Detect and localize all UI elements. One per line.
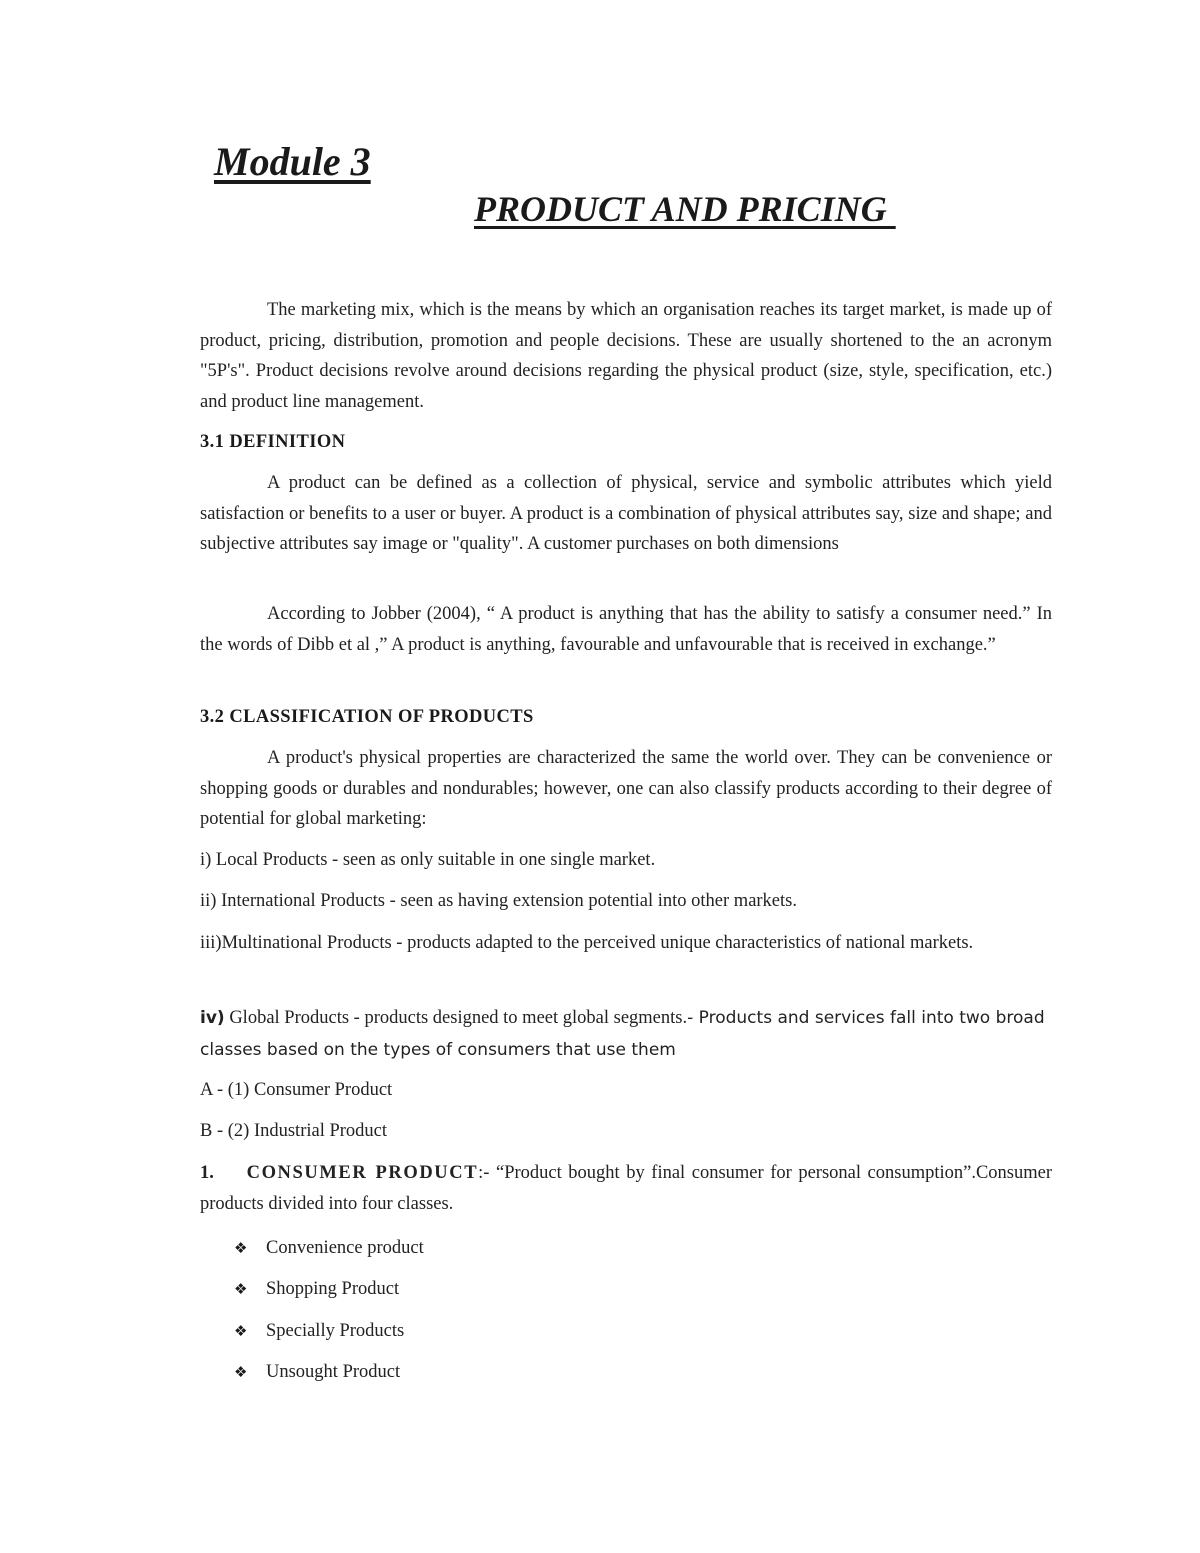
list-item-label: Convenience product	[266, 1238, 424, 1258]
consumer-product-term: CONSUMER PRODUCT	[246, 1163, 479, 1183]
definition-paragraph: A product can be defined as a collection of physical, service and symbolic attributes which yield satisfaction or benefits to a user or buyer. A product is a combination of physical attributes say, size and shape; and subjective attributes say image or "quality". A customer purchases on both dimensions	[200, 473, 1052, 554]
diamond-bullet-icon: ❖	[234, 1321, 248, 1340]
consumer-product-definition	[200, 1158, 1052, 1219]
list-item-multinational-products: iii)Multinational Products - products adapted to the perceived unique characteristics of national markets.	[200, 933, 974, 953]
list-item	[234, 1228, 424, 1269]
list-item-local-products: i) Local Products - seen as only suitable in one single market.	[200, 850, 656, 870]
consumer-product-class-list	[234, 1228, 424, 1393]
section-heading-definition: 3.1 DEFINITION	[200, 432, 346, 452]
diamond-bullet-icon: ❖	[234, 1362, 248, 1381]
intro-paragraph: The marketing mix, which is the means by which an organisation reaches its target market, is made up of product, pricing, distribution, promotion and people decisions. These are usually shortened to the an acronym "5P's". Product decisions revolve around decisions regarding the physical product (size, style, specification, etc.) and product line management.	[200, 300, 1052, 412]
classification-paragraph: A product's physical properties are characterized the same the world over. They can be convenience or shopping goods or durables and nondurables; however, one can also classify products according to their degree of potential for global marketing:	[200, 748, 1052, 829]
list-item-label: Unsought Product	[266, 1361, 401, 1382]
diamond-bullet-icon: ❖	[234, 1239, 248, 1257]
consumer-product-definition-text: :- “Product bought by final consumer for personal consumption”.Consumer products divided into four classes.	[200, 1163, 1053, 1214]
list-item-label: Shopping Product	[266, 1279, 400, 1300]
list-item-international-products: ii) International Products - seen as having extension potential into other markets.	[200, 891, 797, 911]
consumer-product-number: 1.	[200, 1163, 214, 1183]
list-item-label: Specially Products	[266, 1320, 405, 1341]
class-industrial-product: B - (2) Industrial Product	[200, 1121, 388, 1141]
jobber-quote-paragraph: According to Jobber (2004), “ A product is anything that has the ability to satisfy a consumer need.” In the words of Dibb et al ,” A product is anything, favourable and unfavourable that is received in exchange.”	[200, 604, 1052, 655]
class-consumer-product: A - (1) Consumer Product	[200, 1080, 393, 1100]
module-title: Module 3	[214, 139, 371, 184]
list-item-global-products	[200, 1002, 1052, 1066]
list-item	[234, 1311, 424, 1352]
list-item	[234, 1352, 424, 1393]
global-products-label: iv)	[200, 1008, 225, 1028]
global-products-text: Global Products - products designed to meet global segments.	[224, 1008, 688, 1028]
section-heading-classification: 3.2 CLASSIFICATION OF PRODUCTS	[200, 707, 534, 727]
list-item	[234, 1269, 424, 1310]
global-products-continuation: - Products and services fall into two broad classes based on the types of consumers that use them	[200, 1008, 1045, 1060]
main-title: PRODUCT AND PRICING	[474, 189, 896, 229]
diamond-bullet-icon: ❖	[234, 1280, 248, 1299]
